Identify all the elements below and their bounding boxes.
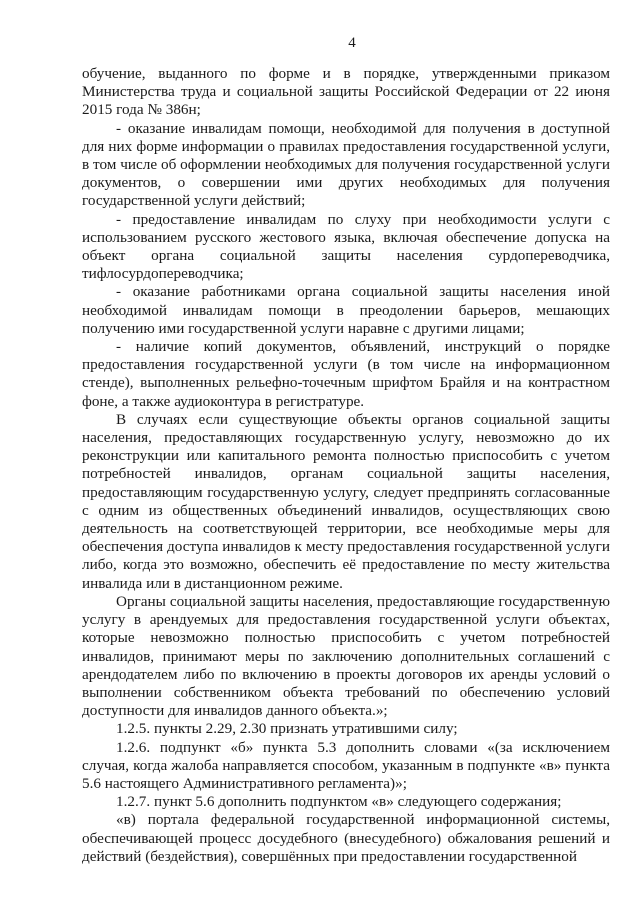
document-page [82, 34, 610, 894]
paragraph: - оказание инвалидам помощи, необходимой для получения в доступной для них форме информации о правилах предоставления государственной услуги, в том числе об оформлении необходимых для получения государственной услуги документов, о совершении ими других необходимых для получения государственной услуги действий; [82, 119, 610, 210]
paragraph: - предоставление инвалидам по слуху при необходимости услуги с использованием русского жестового языка, включая обеспечение допуска на объект органа социальной защиты населения сурдопереводчика, тифлосурдопереводчика; [82, 210, 610, 283]
paragraph: В случаях если существующие объекты органов социальной защиты населения, предоставляющих государственную услугу, невозможно до их реконструкции или капитального ремонта полностью приспособить с учетом потребностей инвалидов, органам социальной защиты населения, предоставляющим государственную услугу, следует предпринять согласованные с одним из общественных объединений инвалидов, осуществляющих свою деятельность на соответствующей территории, все необходимые меры для обеспечения доступа инвалидов к месту предоставления государственной услуги либо, когда это возможно, обеспечить её предоставление по месту жительства инвалида или в дистанционном режиме. [82, 410, 610, 592]
paragraph: 1.2.5. пункты 2.29, 2.30 признать утратившими силу; [116, 720, 458, 738]
paragraph: - наличие копий документов, объявлений, инструкций о порядке предоставления государственной услуги (в том числе на информационном стенде), выполненных рельефно-точечным шрифтом Брайля и на контрастном фоне, а также аудиоконтура в регистратуре. [82, 338, 610, 410]
paragraph: Органы социальной защиты населения, предоставляющие государственную услугу в арендуемых для предоставления государственной услуги объектах, которые невозможно полностью приспособить с учетом потребностей инвалидов, принимают меры по заключению дополнительных соглашений с арендодателем либо по включению в проекты договоров их аренды условий о выполнении собственником объекта требований по обеспечению условий доступности для инвалидов данного объекта.»; [82, 592, 610, 720]
paragraph: обучение, выданного по форме и в порядке, утвержденными приказом Министерства труда и социальной защиты Российской Федерации от 22 июня 2015 года № 386н; [82, 65, 610, 119]
page-number: 4 [348, 35, 356, 51]
paragraph: «в) портала федеральной государственной информационной системы, обеспечивающей процесс досудебного (внесудебного) обжалования решений и действий (бездействия), совершённых при предоставлении государственной [82, 811, 610, 865]
paragraph: 1.2.7. пункт 5.6 дополнить подпунктом «в» следующего содержания; [116, 793, 562, 811]
paragraph: 1.2.6. подпункт «б» пункта 5.3 дополнить словами «(за исключением случая, когда жалоба направляется способом, указанным в подпункте «в» пункта 5.6 настоящего Административного регламента)»; [82, 738, 610, 792]
paragraph: - оказание работниками органа социальной защиты населения иной необходимой инвалидам помощи в преодолении барьеров, мешающих получению ими государственной услуги наравне с другими лицами; [82, 283, 610, 337]
document-body [82, 65, 610, 866]
